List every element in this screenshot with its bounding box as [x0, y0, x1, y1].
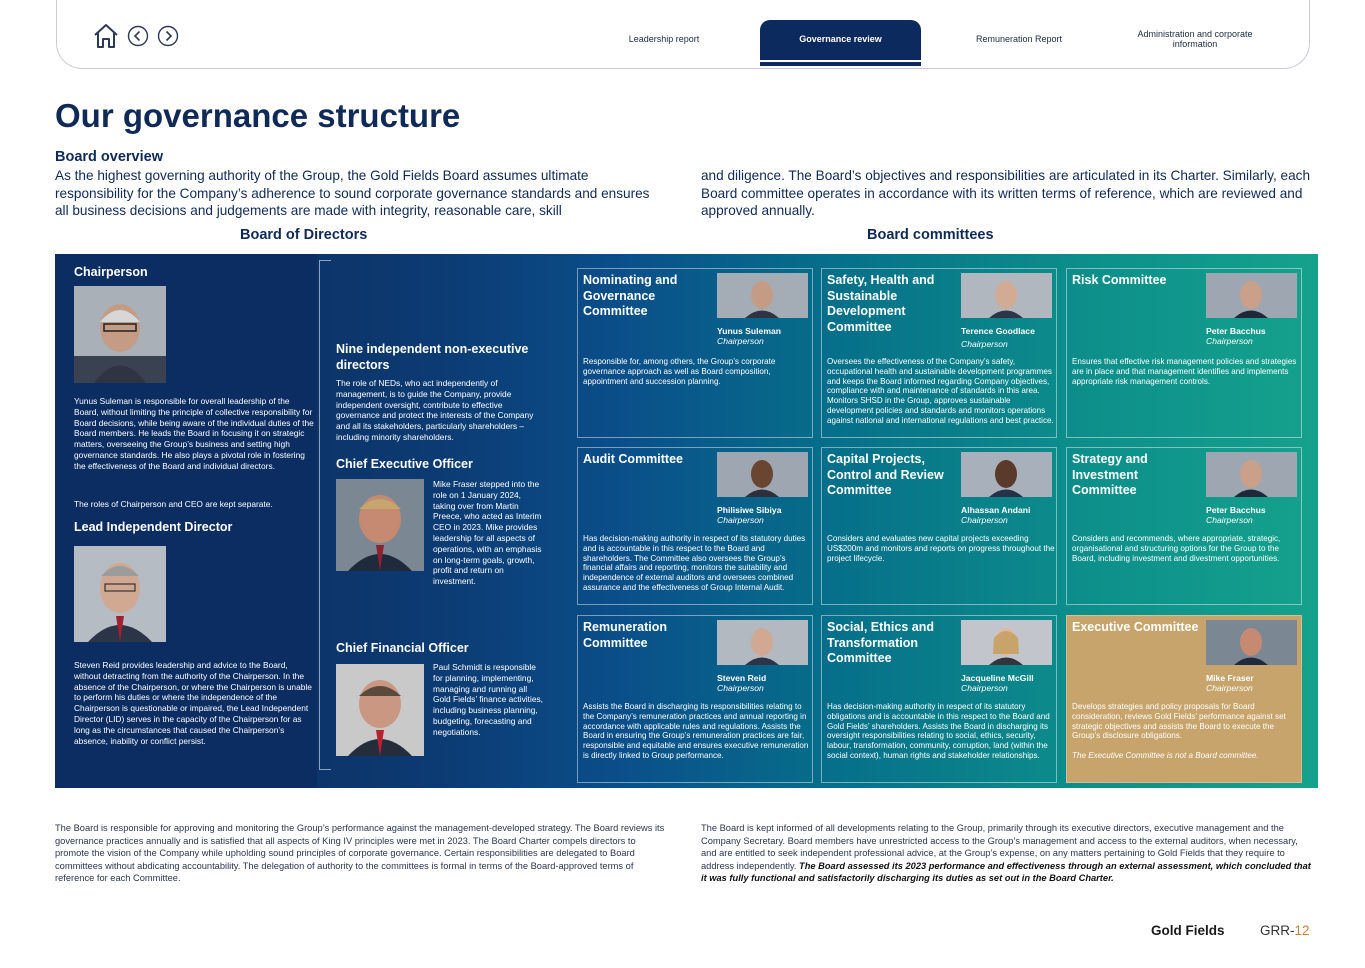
committee-name: Safety, Health and Sustainable Development Committee [827, 273, 935, 334]
committee-description: Has decision-making authority in respect of its statutory obligations and is accountable in this respect to the Board and Gold Fields’ shareholders. Assists the Board in discharging its oversight responsibilities relating to social, ethics, security, labour, transformation, community, corruption, land (within the social context), human rights and stakeholder relationships. [827, 702, 1050, 760]
committee-chair-role: Chairperson [1206, 683, 1253, 693]
committee-description: Has decision-making authority in respect of its statutory duties and is accountable in this respect to the Board and shareholders. The Committee also oversees the Group’s financial affairs and reporting, monitors the suitability and independence of external auditors and oversees combined assurance and the effectiveness of Group Internal Audit. [583, 534, 806, 592]
board-of-directors-heading: Board of Directors [240, 227, 368, 243]
tab-governance-review[interactable]: Governance review [760, 20, 921, 60]
committee-chair-photo [1206, 620, 1297, 665]
committee-chair-photo [1206, 273, 1297, 318]
committee-card-remuneration[interactable] [577, 615, 813, 783]
committee-chair-photo [717, 452, 808, 497]
committee-card-nominating[interactable] [577, 268, 813, 438]
committee-chair-photo [1206, 452, 1297, 497]
home-icon[interactable] [93, 22, 119, 50]
committee-card-risk[interactable] [1066, 268, 1302, 438]
committee-name: Audit Committee [583, 452, 683, 466]
committee-card-strategy-investment[interactable] [1066, 447, 1302, 605]
committee-chair-photo [961, 452, 1052, 497]
committee-name: Risk Committee [1072, 273, 1167, 287]
committee-chair-name: Steven Reid [717, 673, 767, 683]
footer-right-plain: The Board is kept informed of all developments relating to the Group, primarily through its executive directors, executive management and the Company Secretary. Board members have unrestricted access to the Group’s management and access to the external auditors, when necessary, and are entitled to seek independent professional advice, at the Group’s expense, on any matters pertaining to Gold Fields that they require to address independently. [701, 823, 1298, 871]
committee-chair-role: Chairperson [717, 683, 764, 693]
committee-card-audit[interactable] [577, 447, 813, 605]
committee-chair-photo [717, 620, 808, 665]
brand-name: Gold Fields [1151, 923, 1225, 938]
committee-card-social-ethics[interactable] [821, 615, 1057, 783]
chairperson-description: Yunus Suleman is responsible for overall leadership of the Board, without limiting the principle of collective responsibility for Board decisions, while being aware of the individual duties of the Board members. He leads the Board in focusing it on strategic matters, overseeing the Group’s business and setting high governance standards. He also plays a pivotal role in fostering the effectiveness of the Board and individual directors. [74, 396, 314, 471]
committee-card-executive[interactable] [1066, 615, 1302, 783]
committee-name: Capital Projects, Control and Review Committee [827, 452, 944, 498]
chairperson-ceo-note: The roles of Chairperson and CEO are kept separate. [74, 499, 273, 509]
committee-chair-role: Chairperson [961, 339, 1008, 349]
committee-chair-photo [717, 273, 808, 318]
tab-leadership-report[interactable]: Leadership report [628, 34, 700, 45]
committee-note: The Executive Committee is not a Board committee. [1072, 751, 1259, 760]
committee-description: Oversees the effectiveness of the Company’s safety, occupational health and sustainable development programmes and keeps the Board informed regarding Company objectives, compliance with and maintenance of standards in this area. Monitors SHSD in the Group, approves sustainable development policies and standards and monitors operations against national and international regulations and best practice. [827, 357, 1054, 425]
lid-title: Lead Independent Director [74, 520, 233, 534]
committee-description: Considers and recommends, where appropriate, strategic, organisational and structuring options for the Group to the Board, including investment and divestment opportunities. [1072, 534, 1281, 563]
cfo-description: Paul Schmidt is responsible for planning, implementing, managing and running all Gold Fields’ finance activities, including business planning, budgeting, forecasting and negotiations. [433, 662, 544, 737]
committee-description: Assists the Board in discharging its responsibilities relating to the Company’s remuneration practices and annual reporting in accordance with applicable rules and regulations. Assists the Board in ensuring the Group’s remuneration practices are fair, responsible and equitable and ensures executive remuneration is directly linked to Group performance. [583, 702, 809, 760]
page-number [1260, 923, 1310, 938]
committee-card-safety-health[interactable] [821, 268, 1057, 438]
ceo-photo [336, 479, 424, 571]
committee-name: Strategy and Investment Committee [1072, 452, 1148, 498]
committee-name: Social, Ethics and Transformation Committee [827, 620, 934, 666]
committee-chair-name: Peter Bacchus [1206, 326, 1266, 336]
board-overview-heading: Board overview [55, 149, 163, 165]
footer-text-left: The Board is responsible for approving and monitoring the Group’s performance against the management-developed strategy. The Board reviews its governance practices annually and is satisfied that all aspects of King IV principles were met in 2023. The Board Charter compels directors to promote the vision of the Company while upholding sound principles of corporate governance. Certain responsibilities are delegated to Board committees without abdicating accountability. The delegation of authority to the committees is formal in terms of the Board-approved terms of reference for each Committee. [55, 823, 665, 884]
tab-administration[interactable]: Administration and corporate information [1137, 29, 1253, 49]
committee-chair-role: Chairperson [961, 515, 1008, 525]
committee-chair-role: Chairperson [717, 336, 764, 346]
footer-right-emphasis: The Board assessed its 2023 performance and effectiveness through an external assessment, which concluded that it was fully functional and satisfactorily discharging its duties as set out in the Board Charter. [701, 860, 1311, 884]
committee-chair-name: Terence Goodlace [961, 326, 1035, 336]
lid-photo [74, 546, 166, 642]
cfo-title: Chief Financial Officer [336, 641, 469, 655]
committee-description: Ensures that effective risk management policies and strategies are in place and that management identifies and implements appropriate risk management controls. [1072, 357, 1297, 386]
top-navigation-bar [56, 0, 1310, 69]
page-number-value: 12 [1294, 923, 1310, 938]
page-title: Our governance structure [55, 97, 461, 134]
intro-right: and diligence. The Board’s objectives and responsibilities are articulated in its Charter. Similarly, each Board committee operates in accordance with its written terms of reference, which are reviewed and approved annually. [701, 168, 1311, 219]
governance-structure-panel [55, 254, 1318, 788]
neds-title: Nine independent non-executive directors [336, 342, 529, 372]
committee-description: Considers and evaluates new capital projects exceeding US$200m and monitors and reports on progress throughout the project lifecycle. [827, 534, 1055, 563]
footer-text-right [701, 822, 1313, 885]
committee-chair-role: Chairperson [717, 515, 764, 525]
neds-description: The role of NEDs, who act independently of management, is to guide the Company, provide independent oversight, contribute to effective governance and protect the interests of the Company and all its stakeholders, particularly shareholders – including minority shareholders. [336, 378, 534, 442]
directors-bracket [319, 260, 331, 770]
committee-chair-photo [961, 273, 1052, 318]
chevron-left-icon[interactable] [127, 25, 149, 47]
chevron-right-icon[interactable] [157, 25, 179, 47]
ceo-description: Mike Fraser stepped into the role on 1 January 2024, taking over from Martin Preece, who acted as Interim CEO in 2023. Mike provides leadership for all aspects of operations, with an emphasis on long-term goals, growth, profit and return on investment. [433, 479, 542, 587]
committee-chair-name: Mike Fraser [1206, 673, 1254, 683]
ceo-title: Chief Executive Officer [336, 457, 473, 471]
committee-chair-role: Chairperson [1206, 515, 1253, 525]
committee-chair-name: Philisiwe Sibiya [717, 505, 782, 515]
committee-name: Executive Committee [1072, 620, 1199, 634]
committee-chair-name: Peter Bacchus [1206, 505, 1266, 515]
tab-remuneration-report[interactable]: Remuneration Report [975, 34, 1063, 45]
page-prefix: GRR- [1260, 923, 1295, 938]
chairperson-photo [74, 286, 166, 383]
committee-card-capital-projects[interactable] [821, 447, 1057, 605]
committee-chair-photo [961, 620, 1052, 665]
committee-name: Remuneration Committee [583, 620, 668, 650]
nav-icon-group [93, 22, 179, 50]
committee-chair-role: Chairperson [961, 683, 1008, 693]
committee-chair-name: Yunus Suleman [717, 326, 781, 336]
committee-name: Nominating and Governance Committee [583, 273, 678, 319]
committee-chair-role: Chairperson [1206, 336, 1253, 346]
committee-description: Develops strategies and policy proposals for Board consideration, reviews Gold Fields’ performance against set strategic objectives and assists the Board to execute the Group’s disclosure obligations. [1072, 702, 1286, 741]
committee-chair-name: Jacqueline McGill [961, 673, 1034, 683]
cfo-photo [336, 664, 424, 756]
chairperson-title: Chairperson [74, 265, 148, 279]
lid-description: Steven Reid provides leadership and advice to the Board, without detracting from the authority of the Chairperson. In the absence of the Chairperson, or where the Chairperson is unable to perform his duties or where the independence of the Chairperson is questionable or impaired, the Lead Independent Director (LID) serves in the capacity of the Chairperson for as long as the circumstances that caused the Chairperson’s absence, inability or conflict persist. [74, 660, 312, 746]
committee-chair-name: Alhassan Andani [961, 505, 1031, 515]
committee-description: Responsible for, among others, the Group’s corporate governance approach as well as Board composition, appointment and succession planning. [583, 357, 776, 386]
board-committees-heading: Board committees [867, 227, 994, 243]
intro-left: As the highest governing authority of the Group, the Gold Fields Board assumes ultimate responsibility for the Company’s adherence to sound corporate governance standards and ensures all business decisions and judgements are made with integrity, reasonable care, skill [55, 168, 650, 219]
